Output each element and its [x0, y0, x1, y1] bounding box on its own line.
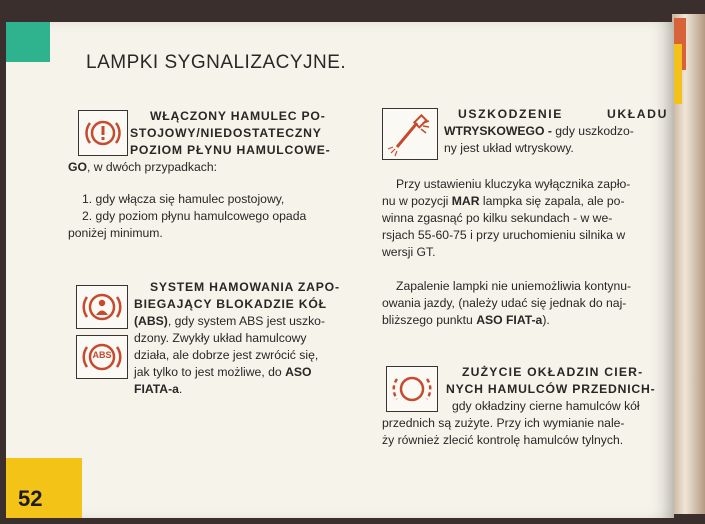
pads-heading: ZUŻYCIE OKŁADZIN CIER- NYCH HAMULCÓW PRZEDNICH- gdy okładziny cierne hamulców kół: [446, 365, 656, 413]
next-page-edge: [672, 14, 705, 514]
abs-warning-icon: [76, 335, 128, 379]
pads-body: przednich są zużyte. Przy ich wymianie nale- ży również zlecić kontrolę hamulców tylnych.: [382, 416, 625, 447]
abs-system-icon: [76, 285, 128, 329]
abs-text: SYSTEM HAMOWANIA ZAPO- BIEGAJĄCY BLOKADZIE KÓŁ (ABS), gdy system ABS jest uszko- dzony. Zwykły układ hamulcowy działa, ale dobrze jest zwrócić się, jak tylko to jest możliwe, do ASO FIATA-a.: [134, 280, 340, 396]
brake-item-1: 1. gdy włącza się hamulec postojowy,: [82, 192, 285, 206]
abs-label: ABS: [92, 350, 112, 360]
brake-heading: WŁĄCZONY HAMULEC PO- STOJOWY/NIEDOSTATECZNY POZIOM PŁYNU HAMULCOWE-: [130, 109, 331, 157]
brake-item-2: 2. gdy poziom płynu hamulcowego opada: [82, 209, 307, 223]
background-top: [0, 0, 705, 22]
brake-warning-icon: [78, 110, 128, 156]
page-number: 52: [18, 486, 43, 511]
brake-pad-wear-icon: [386, 366, 438, 412]
page-title: LAMPKI SYGNALIZACYJNE.: [86, 52, 347, 73]
green-corner-tab: [6, 22, 50, 62]
injection-heading: USZKODZENIE UKŁADU WTRYSKOWEGO - gdy uszkodzo- ny jest układ wtryskowy.: [444, 107, 668, 155]
brake-body: GO, w dwóch przypadkach: 1. gdy włącza się hamulec postojowy, 2. gdy poziom płynu hamulcowego opada poniżej minimum.: [68, 159, 358, 242]
manual-page: [6, 22, 674, 518]
injection-body: Przy ustawieniu kluczyka wyłącznika zapło- nu w pozycji MAR lampka się zapala, ale po- winna zgasnąć po kilku sekundach - w we- rsjach 55-60-75 i przy uruchomieniu silnika w wersji GT. Zapalenie lampki nie uniemożliwia kontynu- owania jazdy, (należy udać się jednak do naj- bliższego punktu ASO FIAT-a).: [382, 177, 632, 327]
injection-failure-icon: [382, 108, 438, 160]
